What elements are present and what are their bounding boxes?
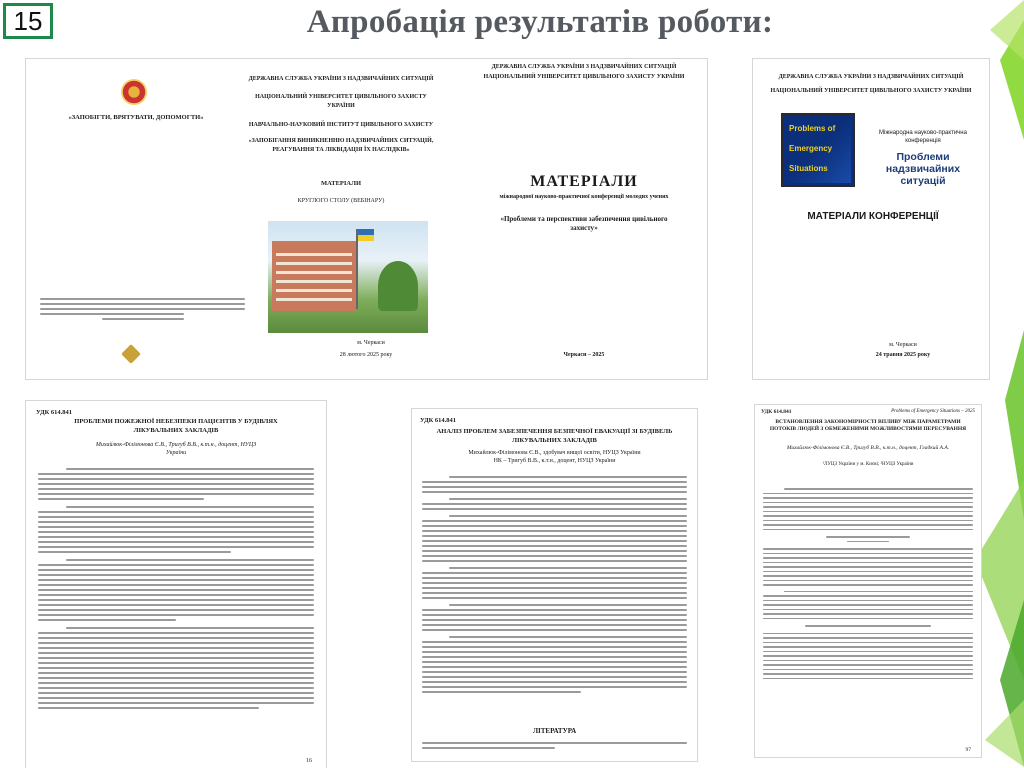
doc3-ministry: ДЕРЖАВНА СЛУЖБА УКРАЇНИ З НАДЗВИЧАЙНИХ СИТУАЦІЙ (778, 74, 964, 80)
young-scientists-cover (459, 58, 708, 380)
dsns-emblem-icon (121, 344, 141, 364)
round-table-cover (25, 58, 460, 380)
slide-number: 15 (3, 3, 53, 39)
doc6-page: 97 (965, 747, 971, 753)
doc6-header-right: Problems of Emergency Situations – 2025 (891, 409, 975, 414)
doc5-authors: Михайлюк-Філімонова Є.В., здобувач вищої освіти, НУЦЗ України (468, 450, 641, 456)
doc1-university: НАЦІОНАЛЬНИЙ УНІВЕРСИТЕТ ЦИВІЛЬНОГО ЗАХИСТУ УКРАЇНИ (255, 94, 427, 109)
pes-logo-text: Problems of Emergency Situations (789, 124, 836, 173)
doc5-udk: УДК 614.841 (420, 417, 457, 424)
doc6-udk: УДК 614.841 (761, 409, 792, 415)
doc6-authors: Михайлюк-Філімонова Є.В., Тригуб В.В., к.т.н., доцент, Гладкий А.А. (786, 445, 950, 451)
emblem-icon (121, 79, 147, 105)
doc1-motto: «ЗАПОБІГТИ, ВРЯТУВАТИ, ДОПОМОГТИ» (68, 114, 204, 121)
doc1-ministry: ДЕРЖАВНА СЛУЖБА УКРАЇНИ З НАДЗВИЧАЙНИХ СИТУАЦІЙ (248, 76, 434, 82)
article-page-flow-parameters (754, 404, 982, 758)
emergency-conference-cover (752, 58, 990, 380)
article-page-evacuation (411, 408, 698, 762)
doc2-topic: «Проблеми та перспективи забезпечення цивільного захисту» (500, 215, 668, 232)
doc2-materials: МАТЕРІАЛИ (530, 173, 638, 190)
doc1-event: «ЗАПОБІГАННЯ ВИНИКНЕННЮ НАДЗВИЧАЙНИХ СИТУАЦІЙ, РЕАГУВАННЯ ТА ЛІКВІДАЦІЯ ЇХ НАСЛІДКІВ» (248, 138, 434, 153)
doc5-title: АНАЛІЗ ПРОБЛЕМ ЗАБЕЗПЕЧЕННЯ БЕЗПЕЧНОЇ ЕВАКУАЦІЇ ЗІ БУДІВЕЛЬ ЛІКУВАЛЬНИХ ЗАКЛАДІВ (436, 428, 673, 444)
doc2-ministry: ДЕРЖАВНА СЛУЖБА УКРАЇНИ З НАДЗВИЧАЙНИХ СИТУАЦІЙ (491, 64, 677, 70)
doc3-city: м. Черкаси (889, 342, 917, 348)
doc4-title: ПРОБЛЕМИ ПОЖЕЖНОЇ НЕБЕЗПЕКИ ПАЦІЄНТІВ У БУДІВЛЯХ ЛІКУВАЛЬНИХ ЗАКЛАДІВ (74, 418, 278, 434)
doc2-city: Черкаси – 2025 (563, 352, 605, 358)
slide-title: Апробація результатів роботи: (306, 4, 774, 40)
doc3-conf-type: Міжнародна науково-практична конференція (879, 130, 967, 144)
doc4-udk: УДК 614.841 (36, 409, 73, 416)
doc3-materials: МАТЕРІАЛИ КОНФЕРЕНЦІЇ (807, 211, 939, 222)
doc4-page: 16 (306, 758, 312, 764)
doc5-authors2: НК – Тригуб В.В., к.т.н., доцент, НУЦЗ України (493, 458, 616, 464)
article-page-fire-hazard (25, 400, 327, 768)
doc6-title: ВСТАНОВЛЕННЯ ЗАКОНОМІРНОСТІ ВПЛИВУ МІЖ ПАРАМЕТРАМИ ПОТОКІВ ЛЮДЕЙ З ОБМЕЖЕНИМИ МОЖЛИВОСТЯМИ ПЕРЕСУВАННЯ (769, 419, 967, 432)
pes-logo (781, 113, 855, 187)
doc2-university: НАЦІОНАЛЬНИЙ УНІВЕРСИТЕТ ЦИВІЛЬНОГО ЗАХИСТУ УКРАЇНИ (483, 74, 685, 80)
doc2-subtitle: міжнародної науково-практичної конференції молодих учених (499, 194, 669, 200)
doc1-city: м. Черкаси (357, 340, 385, 346)
doc1-materials: МАТЕРІАЛИ (320, 180, 362, 187)
doc6-org: ¹ЛУЦЗ України у м. Києві; ²НУЦЗ України (822, 462, 914, 467)
doc3-university: НАЦІОНАЛЬНИЙ УНІВЕРСИТЕТ ЦИВІЛЬНОГО ЗАХИСТУ УКРАЇНИ (770, 88, 972, 94)
doc4-authors: Михайлюк-Філімонова Є.В., Тригуб В.В., к.т.н., доцент, НУЦЗ України (95, 442, 257, 456)
building-photo (268, 221, 428, 333)
doc1-institute: НАВЧАЛЬНО-НАУКОВИЙ ІНСТИТУТ ЦИВІЛЬНОГО ЗАХИСТУ (248, 122, 434, 128)
doc3-date: 24 травня 2025 року (875, 352, 931, 358)
doc5-lit: ЛІТЕРАТУРА (532, 727, 577, 735)
doc1-date: 28 лютого 2025 року (339, 352, 393, 358)
doc1-subtitle: КРУГЛОГО СТОЛУ (ВЕБІНАРУ) (297, 198, 385, 204)
doc3-conf-title: Проблеми надзвичайних ситуацій (885, 151, 961, 187)
